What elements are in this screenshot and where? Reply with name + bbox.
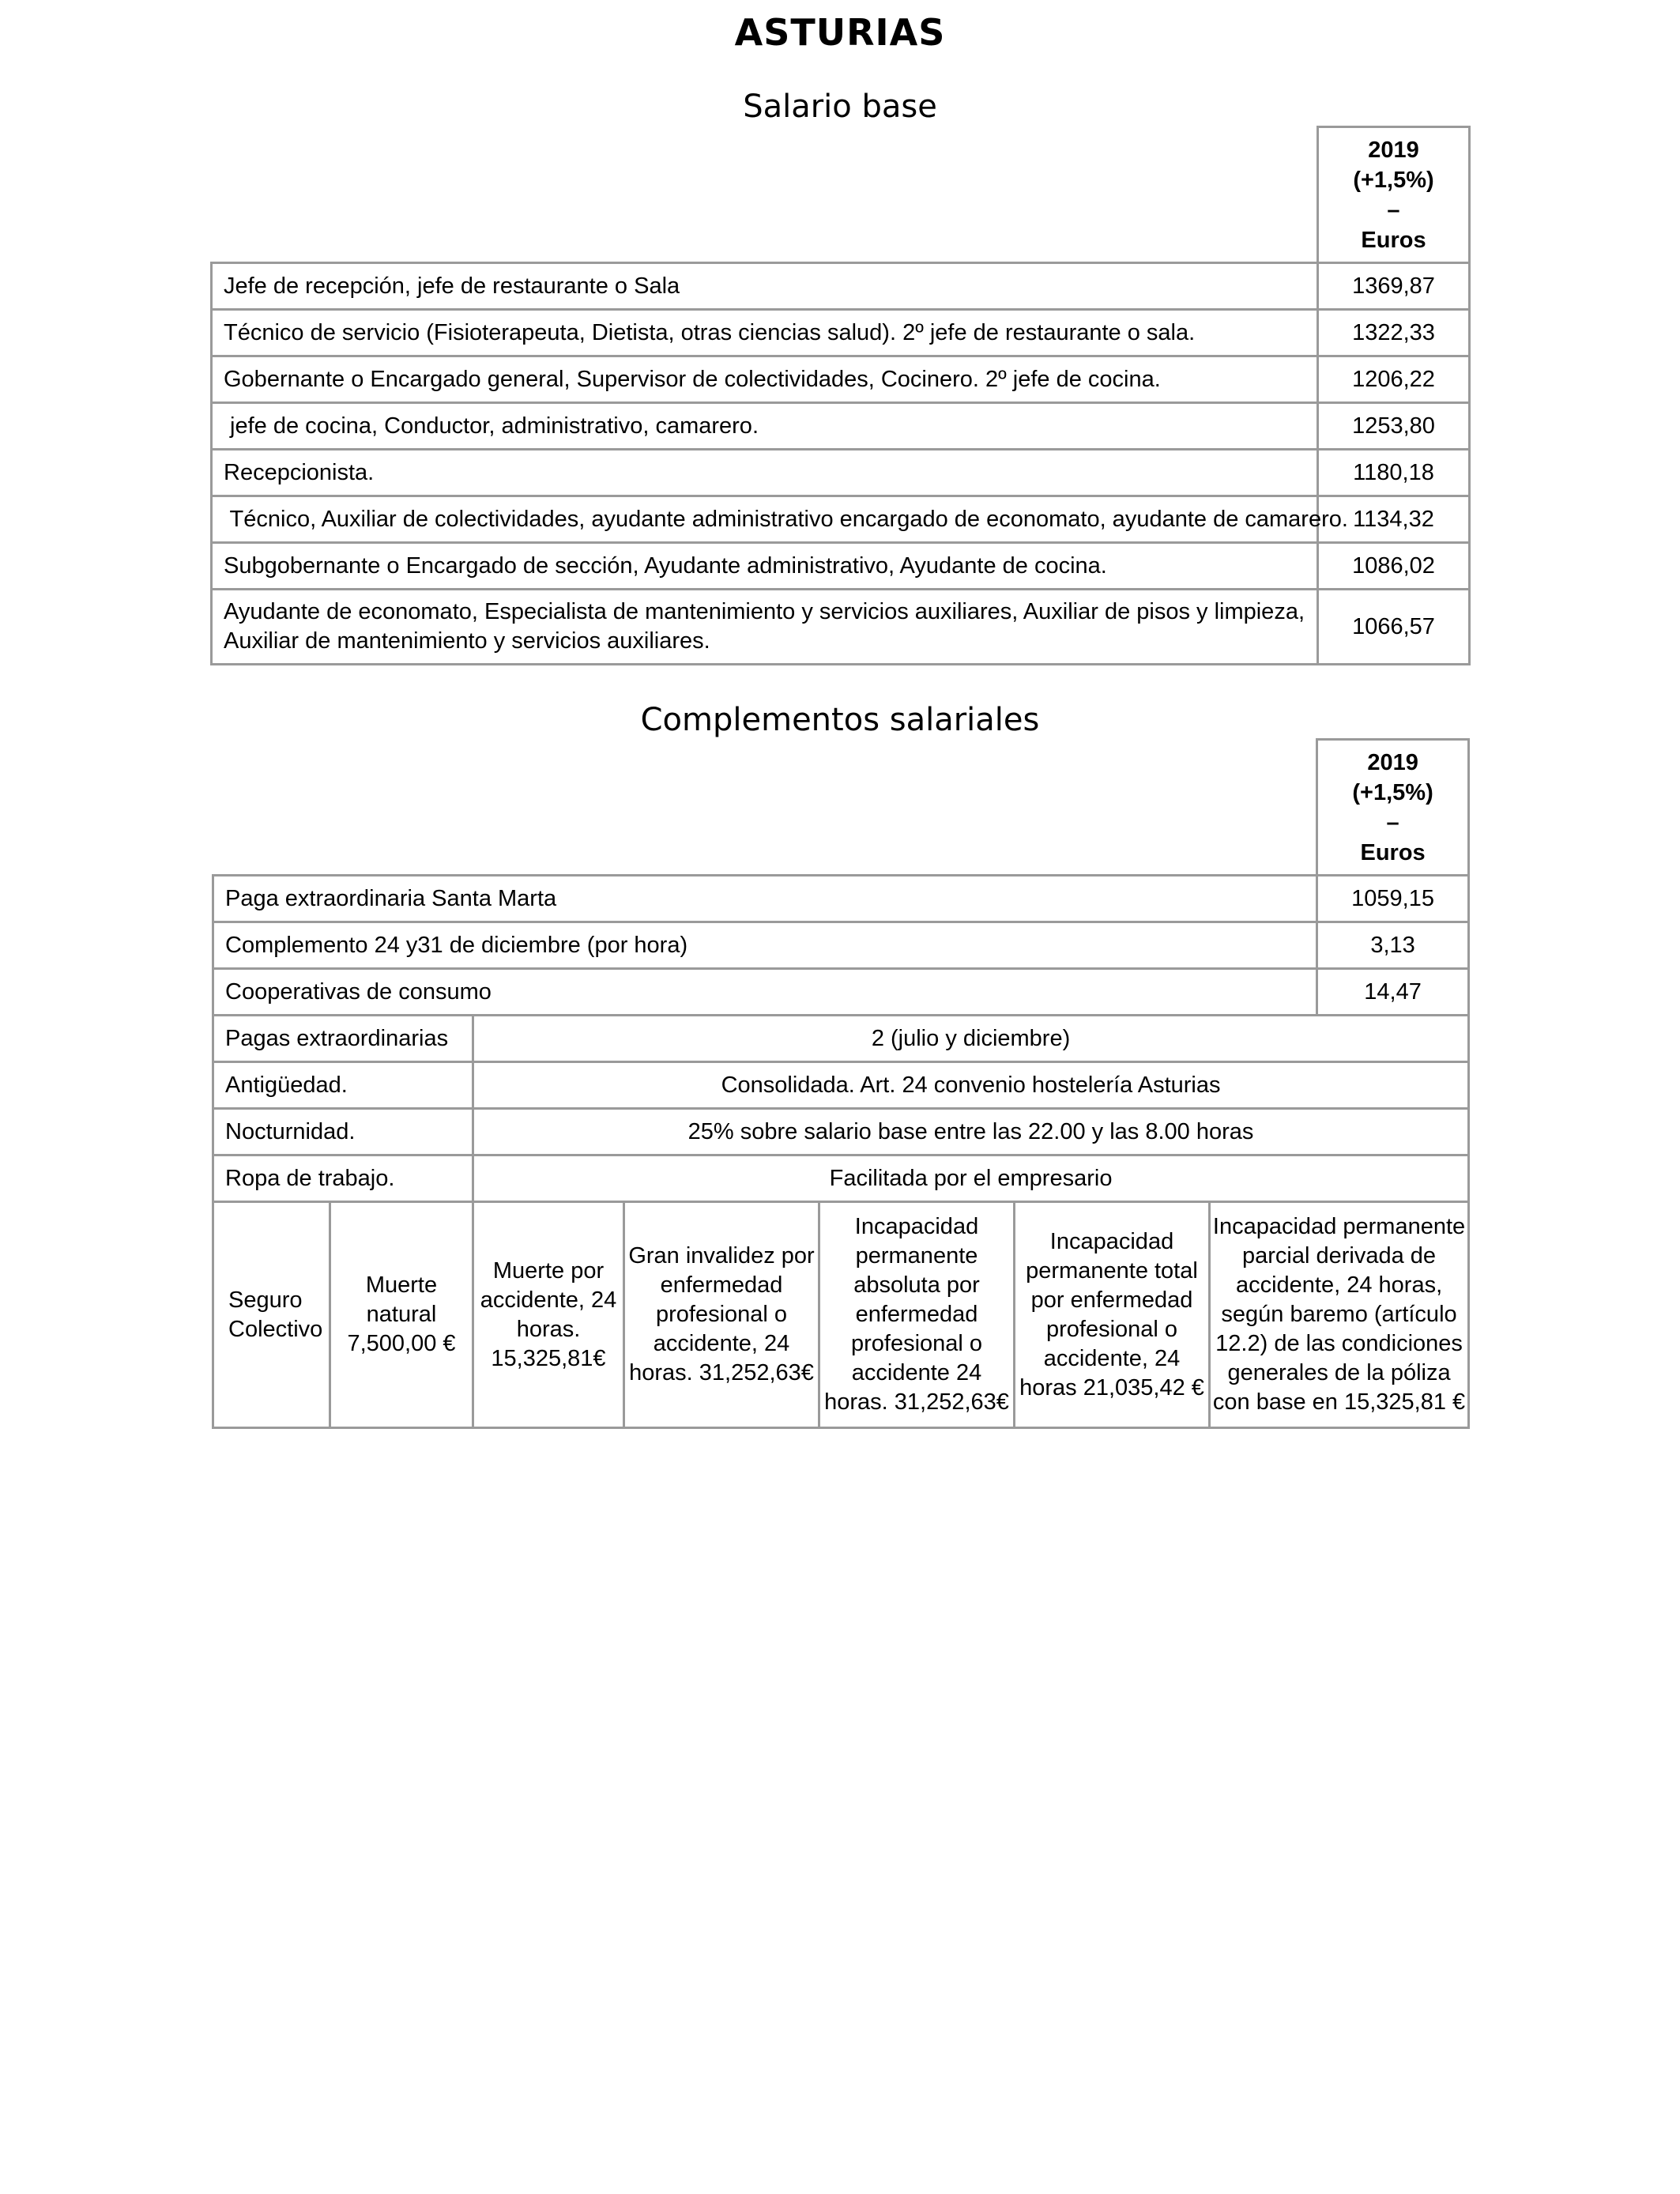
category-cell: Gobernante o Encargado general, Supervisor de colectividades, Cocinero. 2º jefe de cocina.	[212, 356, 1318, 403]
seguro-item: Muerte por accidente, 24 horas. 15,325,81€	[473, 1202, 624, 1428]
table-row	[212, 590, 1470, 665]
salary-value-cell: 1066,57	[1318, 590, 1470, 665]
salary-value-cell: 1180,18	[1318, 450, 1470, 496]
complemento-label: Antigüedad.	[213, 1062, 473, 1109]
seguro-item: Incapacidad permanente absoluta por enfermedad profesional o accidente 24 horas. 31,252,63€	[819, 1202, 1015, 1428]
complemento-label: Paga extraordinaria Santa Marta	[213, 876, 1317, 922]
salary-value-cell: 1322,33	[1318, 310, 1470, 356]
complemento-value: 1059,15	[1317, 876, 1469, 922]
complementos-heading: Complementos salariales	[640, 702, 1040, 738]
table-row	[212, 263, 1470, 310]
complemento-label: Cooperativas de consumo	[213, 969, 1317, 1016]
complementos-header-row	[213, 740, 1469, 876]
complemento-value: 3,13	[1317, 922, 1469, 969]
table-row	[213, 922, 1469, 969]
salario-header-row	[212, 127, 1470, 263]
category-cell: Recepcionista.	[212, 450, 1318, 496]
complemento-label: Nocturnidad.	[213, 1109, 473, 1155]
salary-value-cell: 1086,02	[1318, 543, 1470, 590]
seguro-colectivo-row	[213, 1202, 1469, 1428]
table-row	[213, 1109, 1469, 1155]
table-row	[213, 1155, 1469, 1202]
table-row	[213, 969, 1469, 1016]
seguro-label: Seguro Colectivo	[213, 1202, 330, 1428]
table-row	[212, 403, 1470, 450]
salary-value-cell: 1369,87	[1318, 263, 1470, 310]
category-cell: Jefe de recepción, jefe de restaurante o Sala	[212, 263, 1318, 310]
table-row	[212, 496, 1470, 543]
seguro-item: Gran invalidez por enfermedad profesional o accidente, 24 horas. 31,252,63€	[624, 1202, 819, 1428]
header-year: 2019	[1367, 749, 1418, 775]
salario-base-heading: Salario base	[743, 89, 937, 125]
table-row	[212, 356, 1470, 403]
page-title: ASTURIAS	[734, 11, 946, 54]
category-cell: jefe de cocina, Conductor, administrativo, camarero.	[212, 403, 1318, 450]
seguro-item: Muerte natural 7,500,00 €	[330, 1202, 473, 1428]
complemento-text-value: Consolidada. Art. 24 convenio hostelería Asturias	[473, 1062, 1469, 1109]
header-percent: (+1,5%)	[1353, 167, 1434, 193]
header-year: 2019	[1368, 137, 1419, 163]
complemento-text-value: 2 (julio y diciembre)	[473, 1016, 1469, 1062]
salary-value-cell: 1206,22	[1318, 356, 1470, 403]
complemento-label: Ropa de trabajo.	[213, 1155, 473, 1202]
seguro-item: Incapacidad permanente parcial derivada de accidente, 24 horas, según baremo (artículo 12.2) de las condiciones generales de la póliza con base en 15,325,81 €	[1210, 1202, 1469, 1428]
category-cell: Técnico, Auxiliar de colectividades, ayudante administrativo encargado de economato, ayudante de camarero.	[212, 496, 1318, 543]
header-unit: Euros	[1360, 839, 1426, 865]
table-row	[212, 450, 1470, 496]
salario-base-table	[210, 126, 1471, 665]
complemento-text-value: 25% sobre salario base entre las 22.00 y las 8.00 horas	[473, 1109, 1469, 1155]
header-blank-cell	[213, 740, 1317, 876]
header-unit: Euros	[1361, 227, 1426, 253]
category-cell: Ayudante de economato, Especialista de mantenimiento y servicios auxiliares, Auxiliar de pisos y limpieza, Auxiliar de mantenimiento y servicios auxiliares.	[212, 590, 1318, 665]
header-dash: –	[1386, 809, 1399, 835]
header-blank-cell	[212, 127, 1318, 263]
table-row	[213, 1016, 1469, 1062]
category-cell: Subgobernante o Encargado de sección, Ayudante administrativo, Ayudante de cocina.	[212, 543, 1318, 590]
category-cell: Técnico de servicio (Fisioterapeuta, Dietista, otras ciencias salud). 2º jefe de restaurante o sala.	[212, 310, 1318, 356]
complementos-table	[212, 738, 1470, 1429]
year-column-header	[1318, 127, 1470, 263]
seguro-item: Incapacidad permanente total por enfermedad profesional o accidente, 24 horas 21,035,42 €	[1015, 1202, 1210, 1428]
table-row	[213, 876, 1469, 922]
salary-value-cell: 1134,32	[1318, 496, 1470, 543]
table-row	[212, 310, 1470, 356]
header-percent: (+1,5%)	[1352, 779, 1433, 805]
complemento-value: 14,47	[1317, 969, 1469, 1016]
complemento-text-value: Facilitada por el empresario	[473, 1155, 1469, 1202]
table-row	[212, 543, 1470, 590]
salary-value-cell: 1253,80	[1318, 403, 1470, 450]
complemento-label: Pagas extraordinarias	[213, 1016, 473, 1062]
year-column-header	[1317, 740, 1469, 876]
complemento-label: Complemento 24 y31 de diciembre (por hora)	[213, 922, 1317, 969]
header-dash: –	[1387, 197, 1400, 223]
table-row	[213, 1062, 1469, 1109]
